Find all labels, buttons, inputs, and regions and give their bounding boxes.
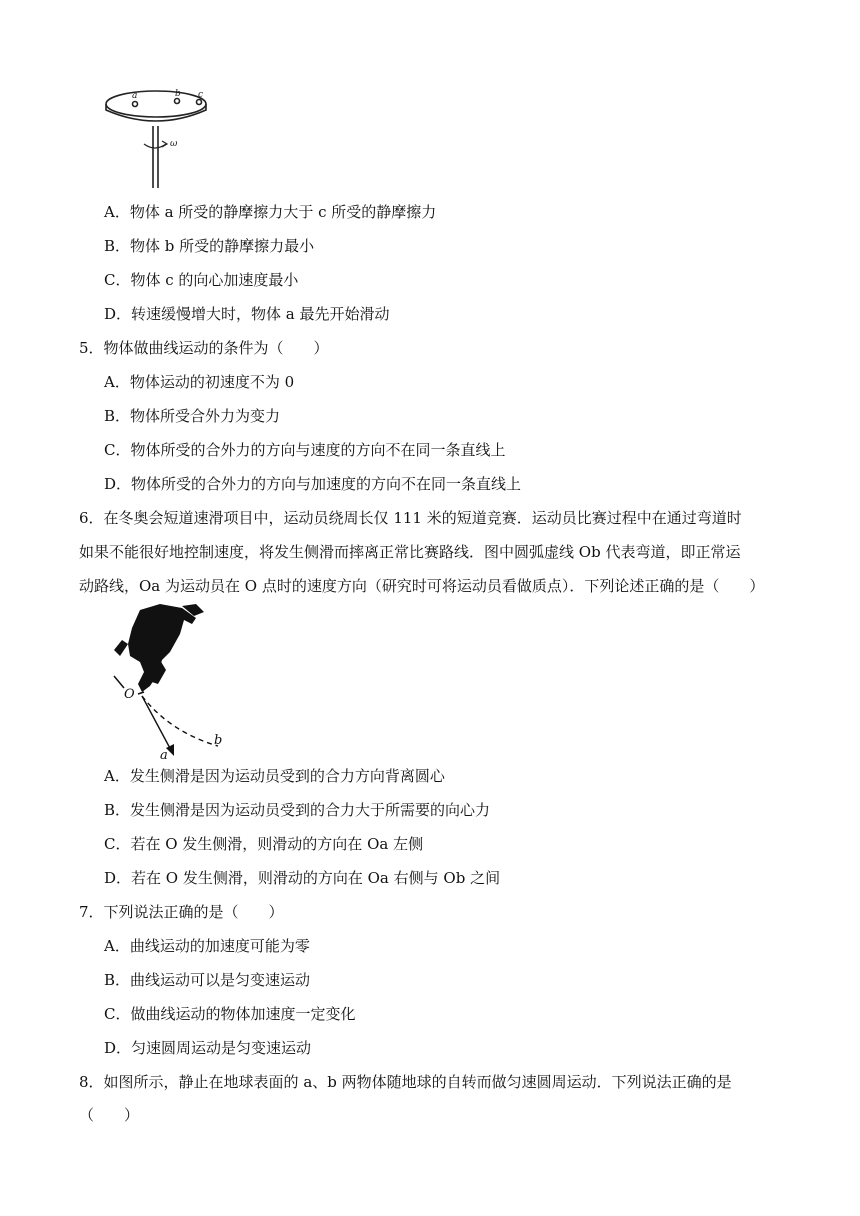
q6-option-a[interactable]: A．发生侧滑是因为运动员受到的合力方向背离圆心 — [104, 767, 445, 785]
figure-label-omega: ω — [170, 139, 178, 149]
q7-option-a[interactable]: A．曲线运动的加速度可能为零 — [104, 937, 310, 955]
q5-option-b[interactable]: B．物体所受合外力为变力 — [104, 407, 281, 425]
q7-option-d[interactable]: D．匀速圆周运动是匀变速运动 — [104, 1039, 312, 1057]
q8-stem-line-1: 8．如图所示，静止在地球表面的 a、b 两物体随地球的自转而做匀速圆周运动．下列说法正确的是 — [79, 1073, 732, 1091]
q4-option-d[interactable]: D．转速缓慢增大时，物体 a 最先开始滑动 — [104, 305, 390, 323]
skater-label-b: b — [214, 733, 223, 748]
figure-label-c: c — [198, 90, 204, 100]
q6-stem-line-2: 如果不能很好地控制速度，将发生侧滑而摔离正常比赛路线．图中圆弧虚线 Ob 代表弯道，即正常运 — [79, 543, 741, 561]
q7-stem: 7．下列说法正确的是（ ） — [79, 903, 284, 921]
q6-option-b[interactable]: B．发生侧滑是因为运动员受到的合力大于所需要的向心力 — [104, 801, 491, 819]
skater-label-O: O — [124, 687, 135, 702]
q5-option-c[interactable]: C．物体所受的合外力的方向与速度的方向不在同一条直线上 — [104, 441, 506, 459]
q6-option-c[interactable]: C．若在 O 发生侧滑，则滑动的方向在 Oa 左侧 — [104, 835, 424, 853]
figure-label-a: a — [132, 91, 138, 101]
q5-stem: 5．物体做曲线运动的条件为（ ） — [79, 339, 329, 357]
q4-option-c[interactable]: C．物体 c 的向心加速度最小 — [104, 271, 299, 289]
q5-option-d[interactable]: D．物体所受的合外力的方向与加速度的方向不在同一条直线上 — [104, 475, 522, 493]
q7-option-c[interactable]: C．做曲线运动的物体加速度一定变化 — [104, 1005, 356, 1023]
skater-figure — [100, 600, 228, 760]
q8-stem-line-2: （ ） — [79, 1106, 140, 1124]
figure-label-b: b — [175, 89, 181, 99]
q6-option-d[interactable]: D．若在 O 发生侧滑，则滑动的方向在 Oa 右侧与 Ob 之间 — [104, 869, 501, 887]
q6-stem-line-3: 动路线，Oa 为运动员在 O 点时的速度方向（研究时可将运动员看做质点）．下列论述正确的是（ ） — [79, 577, 765, 595]
turntable-figure — [100, 88, 220, 190]
q7-option-b[interactable]: B．曲线运动可以是匀变速运动 — [104, 971, 311, 989]
q4-option-b[interactable]: B．物体 b 所受的静摩擦力最小 — [104, 237, 315, 255]
q4-option-a[interactable]: A．物体 a 所受的静摩擦力大于 c 所受的静摩擦力 — [104, 203, 437, 221]
q5-option-a[interactable]: A．物体运动的初速度不为 0 — [104, 373, 295, 391]
q6-stem-line-1: 6．在冬奥会短道速滑项目中，运动员绕周长仅 111 米的短道竞赛．运动员比赛过程中在通过弯道时 — [79, 509, 742, 527]
skater-label-a: a — [160, 748, 168, 760]
